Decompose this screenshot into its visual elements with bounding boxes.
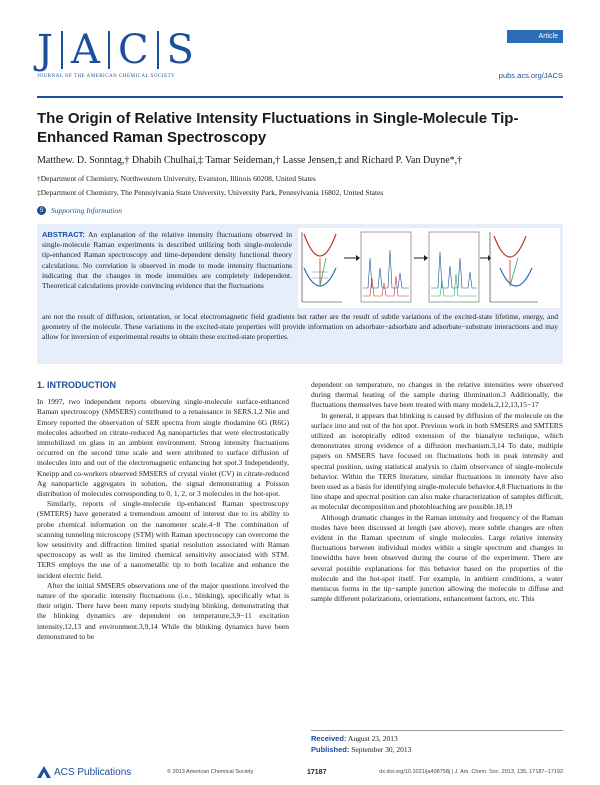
section-heading: 1. INTRODUCTION bbox=[37, 380, 117, 390]
copyright-notice: © 2013 American Chemical Society bbox=[167, 769, 254, 775]
abstract-label: ABSTRACT: bbox=[42, 230, 85, 239]
energy-diagram-icon bbox=[490, 232, 538, 302]
supporting-info-icon: S bbox=[37, 206, 46, 215]
abstract-text-full: are not the result of diffusion, orientation, or local electromagnetic field gradients but rather are the result of subtle variations of the excited-state lifetime, energy, and geometry of the molecule. These variations in the excited-state properties will provide information on adsorbate−adsorbate and adsorbate−substrate interactions and may allow for inversion of experimental results to obtain these excited-state properties. bbox=[42, 312, 558, 342]
body-column-right bbox=[311, 380, 563, 604]
received-label: Received: bbox=[311, 734, 347, 743]
supporting-information-link[interactable] bbox=[37, 206, 122, 215]
affiliation-2: ‡Department of Chemistry, The Pennsylvania State University, University Park, Pennsylvania 16802, United States bbox=[37, 188, 384, 197]
logo-letters bbox=[37, 28, 237, 72]
logo-divider bbox=[61, 31, 63, 69]
body-paragraph: After the initial SMSERS observations one of the major questions involved the nature of the sporadic intensity fluctuations (i.e., blinking), specifically what is their origin. There have been many reports studying blinking, demonstrating that the blinking dynamics are dependent on temperature,3,9−11 excitation intensity,12,13 and environment.3,9,14 While the blinking dynamics have been demonstrated to be bbox=[37, 580, 289, 641]
logo-letter-c: C bbox=[117, 27, 149, 73]
page-number: 17187 bbox=[307, 768, 327, 776]
received-value: August 23, 2013 bbox=[347, 734, 398, 743]
logo-letter-a: A bbox=[71, 27, 100, 73]
logo-divider bbox=[157, 31, 159, 69]
acs-publications-logo bbox=[37, 766, 167, 778]
logo-letter-j: J bbox=[37, 27, 54, 73]
logo-letter-s: S bbox=[166, 27, 194, 73]
journal-name: JOURNAL OF THE AMERICAN CHEMICAL SOCIETY bbox=[37, 74, 176, 79]
arrow-icon bbox=[344, 255, 360, 261]
body-paragraph: In 1997, two independent reports observing single-molecule surface-enhanced Raman spectroscopy (SMSERS) contributed to a renaissance in SERS.1,2 Nie and Emory reported the observation of SER spectra from single rhodamine 6G (R6G) molecules adsorbed on citrate-reduced Ag nanoparticles that were electrostatically immobilized on glass in an ambient environment. Strong intensity fluctuations occurred on the second time scale and were attributed to surface diffusion of molecules into and out of the electromagnetic enhancing hot spot.3 Independently, Kneipp and co-workers observed SMSERS of crystal violet (CV) in citrate-reduced Ag nanoparticle aggregates in solution, the signal demonstrating a Poisson distribution of molecules corresponding to 0, 1, 2, or 3 molecules in the hot-spot. bbox=[37, 397, 289, 499]
body-paragraph: dependent on temperature, no changes in the relative intensities were observed during thermal heating of the sample during illumination.3 Additionally, the fluctuations themselves have been treated with many models.2,12,13,15−17 bbox=[311, 380, 563, 410]
arrow-icon bbox=[480, 255, 491, 261]
received-date bbox=[311, 734, 563, 745]
toc-graphic bbox=[298, 228, 560, 308]
page-footer bbox=[37, 765, 563, 779]
affiliation-1: †Department of Chemistry, Northwestern University, Evanston, Illinois 60208, United States bbox=[37, 174, 316, 183]
publisher-name: ACS Publications bbox=[54, 766, 132, 778]
logo-divider bbox=[108, 31, 110, 69]
author-list: Matthew. D. Sonntag,† Dhabih Chulhai,‡ Tamar Seideman,† Lasse Jensen,‡ and Richard P. Van Duyne*,† bbox=[37, 155, 463, 166]
doi-citation[interactable]: dx.doi.org/10.1021/ja408758j | J. Am. Chem. Soc. 2013, 135, 17187−17192 bbox=[379, 769, 563, 775]
abstract-text-wrapped bbox=[42, 230, 292, 291]
body-paragraph: Although dramatic changes in the Raman intensity and frequency of the Raman modes have been discussed at length (see above), more subtle changes are often evident in the Raman spectrum of single molecules. Large relative intensity fluctuations between individual modes within a single spectrum and changes in linewidths have been observed during the course of the experiment. There are several possible explanations for this behavior based on the properties of the molecule and the hot-spot itself. For example, in ambient conditions, a water meniscus forms in the tip−sample junction allowing the molecule to diffuse and sample different polarizations, orientations, enhancement factors, etc. This bbox=[311, 512, 563, 604]
body-column-left bbox=[37, 380, 289, 642]
arrow-icon bbox=[414, 255, 428, 261]
journal-logo bbox=[37, 28, 237, 88]
article-type-badge: Article bbox=[507, 30, 563, 43]
abstract-body-1: An explanation of the relative intensity fluctuations observed in single-molecule Raman experiments is described utilizing both single-molecule tip-enhanced Raman spectroscopy and time-dependent density functional theory calculations. No correlation is observed in mode to mode intensity fluctuations indicating that the changes in mode intensities are completely independent. Theoretical calculations provide convincing evidence that the fluctuations bbox=[42, 230, 292, 291]
publication-dates bbox=[311, 730, 563, 755]
body-paragraph: Similarly, reports of single-molecule tip-enhanced Raman spectroscopy (SMTERS) have generated a tremendous amount of interest due to its ability to probe chemical information on the nanometer scale.4−8 The combination of scanning tunneling microscopy (STM) with Raman spectroscopy can overcome the low sensitivity and diffraction limited spatial resolution associated with Raman spectroscopy as well as the limited chemical sensitivity associated with STM. TERS employs the use of a nanometallic tip to both localize and enhance the incident electric field. bbox=[37, 499, 289, 580]
spectra-stack-icon bbox=[429, 232, 479, 302]
published-value: September 30, 2013 bbox=[351, 744, 412, 754]
energy-diagram-icon bbox=[302, 232, 342, 302]
spectra-stack-icon bbox=[361, 232, 411, 302]
body-paragraph: In general, it appears that blinking is caused by diffusion of the molecule on the surface into and out of the hot spot. Previous work in both SMSERS and SMTERS utilized an isotopically edited extension of the bianalyte technique, which demonstrates strong evidence of a diffusion mechanism.3,14 To date, multiple papers on SMSERS have focused on fluctuations both in peak intensity and spectral position, using statistical analysis to claim observance of single-molecule behavior. Within the TERS literature, similar fluctuations in intensity have also been used as a basis for identifying single-molecule behavior.4,8 Fluctuations in the line shape and spectral position can also make characterization of samples difficult, as molecular decomposition and photobleaching are possible.18,19 bbox=[311, 410, 563, 512]
journal-url-link[interactable]: pubs.acs.org/JACS bbox=[498, 71, 563, 80]
acs-logo-icon bbox=[37, 766, 51, 778]
article-title: The Origin of Relative Intensity Fluctuations in Single-Molecule Tip-Enhanced Raman Spectroscopy bbox=[37, 110, 519, 146]
published-date bbox=[311, 745, 563, 756]
supporting-info-label: Supporting Information bbox=[51, 206, 123, 215]
header-divider bbox=[37, 96, 563, 98]
published-label: Published: bbox=[311, 744, 350, 754]
